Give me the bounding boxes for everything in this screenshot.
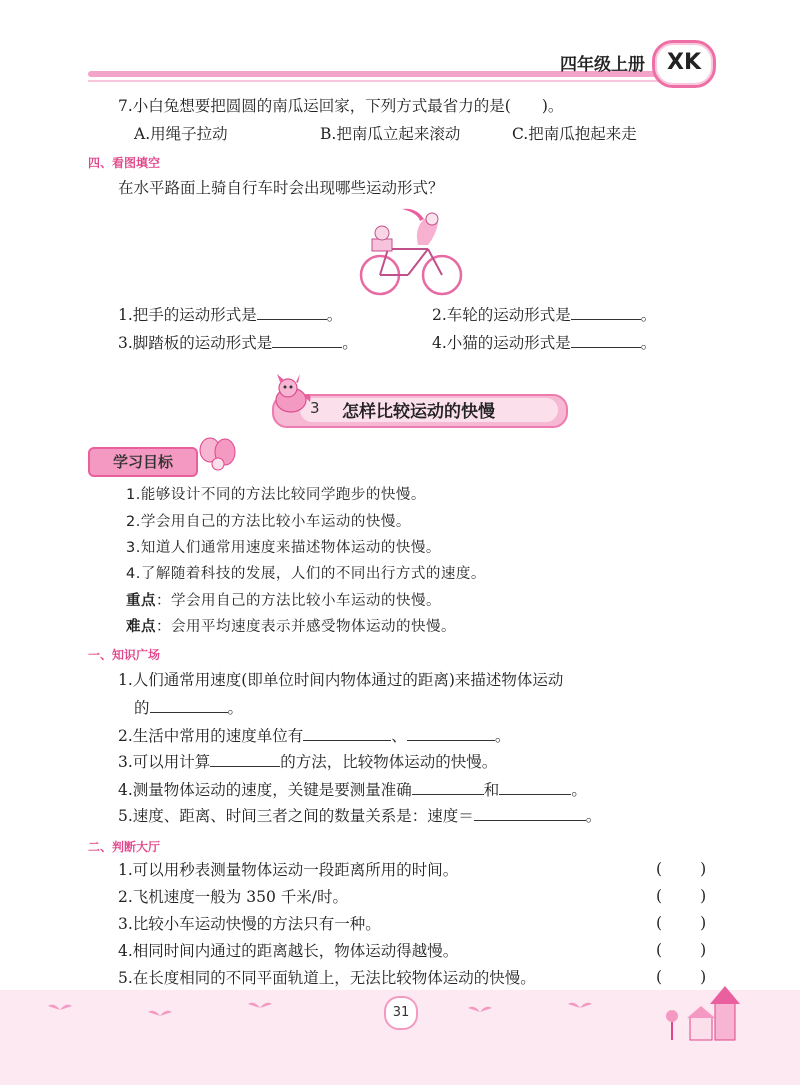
answer-parentheses[interactable]: ( ) xyxy=(656,914,707,932)
girl-riding-bicycle-illustration xyxy=(358,205,464,299)
chapter-number: 3 xyxy=(310,399,320,417)
answer-parentheses[interactable]: ( ) xyxy=(656,860,707,878)
header-rule-thin xyxy=(88,80,700,82)
goal-item: 3.知道人们通常用速度来描述物体运动的快慢。 xyxy=(126,540,441,556)
key-point-label: 重点 xyxy=(126,593,156,609)
answer-blank[interactable] xyxy=(571,305,641,320)
answer-blank[interactable] xyxy=(272,333,342,348)
q7-option-b: B.把南瓜立起来滚动 xyxy=(320,125,461,143)
section-4-title: 四、看图填空 xyxy=(88,156,161,170)
goal-item: 1.能够设计不同的方法比较同学跑步的快慢。 xyxy=(126,487,426,503)
fill-item-text: 1.把手的运动形式是 xyxy=(118,306,257,324)
judge-item: 1.可以用秒表测量物体运动一段距离所用的时间。 xyxy=(118,861,459,879)
knowledge-q4: 4.测量物体运动的速度，关键是要测量准确 和 。 xyxy=(118,781,587,799)
answer-blank[interactable] xyxy=(571,333,641,348)
goal-item: 2.学会用自己的方法比较小车运动的快慢。 xyxy=(126,514,411,530)
fill-item: 2.车轮的运动形式是 。 xyxy=(432,306,657,324)
grade-label: 四年级上册 xyxy=(560,55,645,75)
answer-parentheses[interactable]: ( ) xyxy=(656,968,707,986)
q7-option-a: A.用绳子拉动 xyxy=(134,125,228,143)
q7-question: 7.小白兔想要把圆圆的南瓜运回家，下列方式最省力的是( )。 xyxy=(118,97,564,115)
learning-goals-label: 学习目标 xyxy=(88,447,198,477)
answer-blank[interactable] xyxy=(474,806,586,821)
page-number: 31 xyxy=(384,996,418,1030)
answer-parentheses[interactable]: ( ) xyxy=(656,941,707,959)
dragon-mascot-icon xyxy=(268,372,314,418)
difficulty-point-label: 难点 xyxy=(126,619,156,635)
knowledge-q1-cont: 的 。 xyxy=(134,699,244,717)
judge-item: 4.相同时间内通过的距离越长，物体运动得越慢。 xyxy=(118,942,459,960)
castle-house-icon xyxy=(660,982,750,1042)
section-4-prompt: 在水平路面上骑自行车时会出现哪些运动形式？ xyxy=(118,179,444,197)
fill-item: 3.脚踏板的运动形式是 。 xyxy=(118,334,358,352)
knowledge-q5: 5.速度、距离、时间三者之间的数量关系是：速度＝ 。 xyxy=(118,807,602,825)
difficulty-point: 难点：会用平均速度表示并感受物体运动的快慢。 xyxy=(126,619,456,635)
answer-blank[interactable] xyxy=(150,698,228,713)
butterfly-icon xyxy=(198,436,238,472)
section-1-title: 一、知识广场 xyxy=(88,648,161,662)
fill-item-text: 4.小猫的运动形式是 xyxy=(432,334,571,352)
fill-item-text: 2.车轮的运动形式是 xyxy=(432,306,571,324)
section-2-title: 二、判断大厅 xyxy=(88,840,161,854)
answer-blank[interactable] xyxy=(257,305,327,320)
goal-item: 4.了解随着科技的发展，人们的不同出行方式的速度。 xyxy=(126,566,486,582)
fill-item: 4.小猫的运动形式是 。 xyxy=(432,334,657,352)
fill-item-text: 3.脚踏板的运动形式是 xyxy=(118,334,273,352)
answer-parentheses[interactable]: ( ) xyxy=(656,887,707,905)
answer-blank[interactable] xyxy=(303,726,391,741)
judge-item: 3.比较小车运动快慢的方法只有一种。 xyxy=(118,915,381,933)
q7-option-c: C.把南瓜抱起来走 xyxy=(512,125,637,143)
fill-item: 1.把手的运动形式是 。 xyxy=(118,306,343,324)
knowledge-q3: 3.可以用计算 的方法，比较物体运动的快慢。 xyxy=(118,753,498,771)
judge-item: 5.在长度相同的不同平面轨道上，无法比较物体运动的快慢。 xyxy=(118,969,536,987)
key-point: 重点：学会用自己的方法比较小车运动的快慢。 xyxy=(126,593,441,609)
knowledge-q2: 2.生活中常用的速度单位有 、 。 xyxy=(118,727,511,745)
answer-blank[interactable] xyxy=(412,780,484,795)
judge-item: 2.飞机速度一般为 350 千米/时。 xyxy=(118,888,348,906)
answer-blank[interactable] xyxy=(407,726,495,741)
knowledge-q1: 1.人们通常用速度(即单位时间内物体通过的距离)来描述物体运动 xyxy=(118,671,564,689)
publisher-badge: XK xyxy=(652,40,716,88)
answer-blank[interactable] xyxy=(499,780,571,795)
answer-blank[interactable] xyxy=(210,752,280,767)
chapter-title: 怎样比较运动的快慢 xyxy=(342,402,495,422)
